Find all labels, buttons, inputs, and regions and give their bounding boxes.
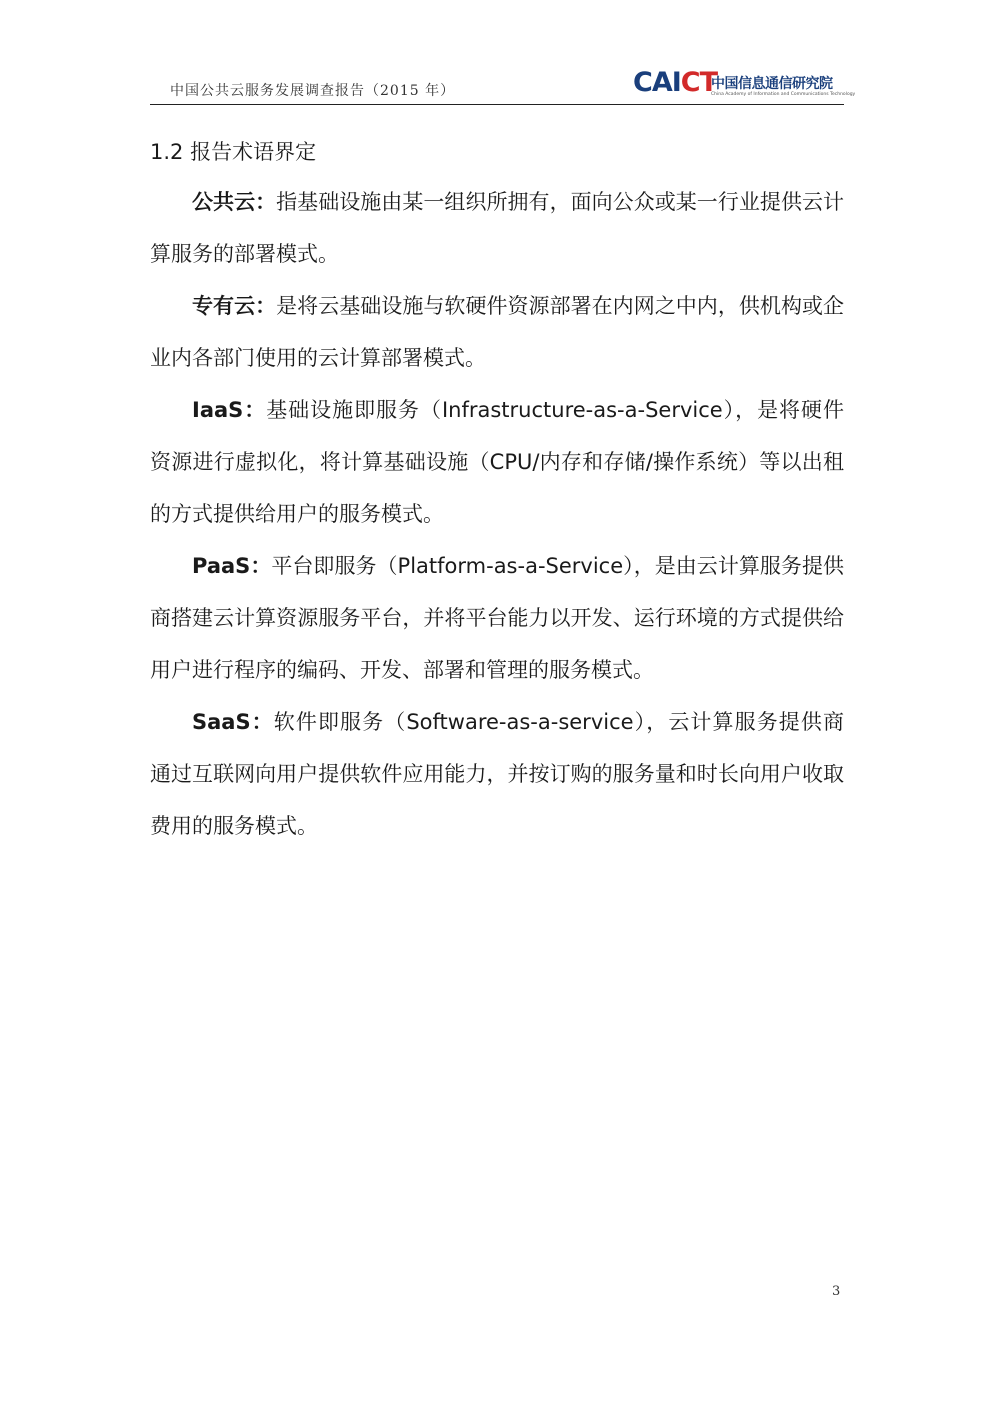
logo-mark [633, 68, 717, 98]
definition-paas [150, 540, 844, 696]
header-title: 中国公共云服务发展调查报告（2015 年） [170, 83, 456, 99]
definition-private-cloud [150, 280, 844, 384]
definition-text: 是将云基础设施与软硬件资源部署在内网之中内，供机构或企业内各部门使用的云计算部署模式。 [150, 294, 845, 370]
definition-text: 软件即服务（Software-as-a-service），云计算服务提供商通过互联网向用户提供软件应用能力，并按订购的服务量和时长向用户收取费用的服务模式。 [150, 710, 844, 838]
page-number: 3 [832, 1284, 841, 1299]
header-divider [150, 104, 844, 105]
definition-term: 专有云： [192, 294, 277, 318]
definitions-body [150, 176, 844, 852]
definition-iaas [150, 384, 844, 540]
definition-text: 平台即服务（Platform-as-a-Service），是由云计算服务提供商搭建云计算资源服务平台，并将平台能力以开发、运行环境的方式提供给用户进行程序的编码、开发、部署和管理的服务模式。 [150, 554, 844, 682]
logo-mark-blue: CAI [633, 67, 681, 98]
definition-term: SaaS： [192, 710, 274, 734]
definition-saas [150, 696, 844, 852]
definition-term: 公共云： [192, 190, 277, 214]
section-heading: 1.2 报告术语界定 [150, 140, 317, 164]
logo-english-name: China Academy of Information and Communications Technology [711, 92, 856, 97]
definition-text: 指基础设施由某一组织所拥有，面向公众或某一行业提供云计算服务的部署模式。 [150, 190, 845, 266]
definition-text: 基础设施即服务（Infrastructure-as-a-Service），是将硬件资源进行虚拟化，将计算基础设施（CPU/内存和存储/操作系统）等以出租的方式提供给用户的服务模式。 [150, 398, 844, 526]
definition-term: IaaS： [192, 398, 267, 422]
caict-logo [633, 67, 856, 102]
logo-chinese-name: 中国信息通信研究院 [711, 76, 833, 92]
definition-public-cloud [150, 176, 844, 280]
definition-term: PaaS： [192, 554, 272, 578]
logo-mark-red: CT [680, 67, 717, 98]
